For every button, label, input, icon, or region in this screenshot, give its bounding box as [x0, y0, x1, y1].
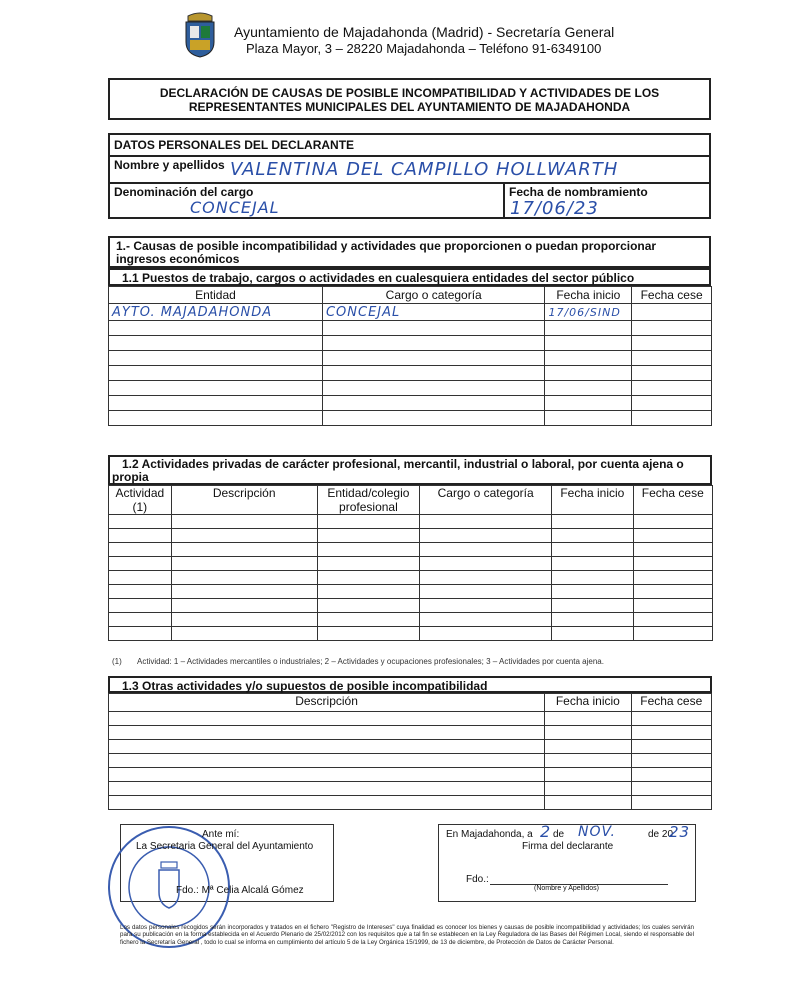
secretaria-label: La Secretaria General del Ayuntamiento: [136, 841, 314, 852]
table-1-2: [108, 485, 713, 641]
position-label: Denominación del cargo: [114, 185, 254, 199]
header-descripcion-3: Descripción: [109, 694, 545, 712]
sub12-note-number: (1): [112, 657, 122, 666]
sub13-title-box: [108, 676, 712, 693]
header-entidad: Entidad: [109, 287, 323, 304]
personal-data-box: [108, 133, 711, 219]
fdo-label: Fdo.:: [466, 874, 489, 885]
ante-mi: Ante mí:: [202, 829, 240, 840]
header-fecha-inicio: Fecha inicio: [545, 287, 632, 304]
header-fecha-cese: Fecha cese: [632, 287, 712, 304]
appointment-label: Fecha de nombramiento: [509, 185, 648, 199]
fdo-secretaria: Fdo.: Mª Celia Alcalá Gómez: [176, 885, 304, 896]
row1-entidad: AYTO. MAJADAHONDA: [109, 304, 323, 321]
header-cargo-categoria: Cargo o categoría: [420, 486, 552, 515]
header-fecha-inicio-2: Fecha inicio: [552, 486, 633, 515]
header-descripcion: Descripción: [171, 486, 317, 515]
position-value: CONCEJAL: [190, 198, 280, 217]
de-label-1: de: [553, 829, 565, 840]
header-entidad-colegio: Entidad/colegio profesional: [317, 486, 419, 515]
header-fecha-cese-2: Fecha cese: [633, 486, 712, 515]
row1-cargo: CONCEJAL: [322, 304, 545, 321]
sub11-title: 1.1 Puestos de trabajo, cargos o actividades en cualesquiera entidades del sector público: [122, 271, 635, 285]
header-line-2: Plaza Mayor, 3 – 28220 Majadahonda – Teléfono 91-6349100: [246, 41, 602, 56]
table-1-1: [108, 286, 712, 426]
header-fecha-cese-3: Fecha cese: [631, 694, 711, 712]
appointment-value: 17/06/23: [510, 198, 599, 219]
firma-label: Firma del declarante: [522, 841, 614, 852]
title-box: [108, 78, 711, 120]
sub13-title: 1.3 Otras actividades y/o supuestos de posible incompatibilidad: [122, 679, 488, 693]
de-label-2: de 20: [648, 829, 674, 840]
place-prefix: En Majadahonda, a: [446, 829, 533, 840]
day-value: 2: [540, 822, 552, 841]
name-value: VALENTINA DEL CAMPILLO HOLLWARTH: [230, 159, 619, 180]
header-line-1: Ayuntamiento de Majadahonda (Madrid) - Secretaría General: [234, 24, 615, 40]
header-actividad: Actividad (1): [109, 486, 172, 515]
sub12-title: 1.2 Actividades privadas de carácter profesional, mercantil, industrial o laboral, por cuenta ajena o propia: [112, 457, 684, 484]
section1-title-box: [108, 236, 711, 268]
title-line-1: DECLARACIÓN DE CAUSAS DE POSIBLE INCOMPATIBILIDAD Y ACTIVIDADES DE LOS: [159, 86, 660, 100]
nombre-apellidos-label: (Nombre y Apellidos): [534, 885, 599, 892]
coat-of-arms-icon: [182, 12, 218, 58]
section1-title: 1.- Causas de posible incompatibilidad y actividades que proporcionen o puedan proporcionar ingresos económicos: [116, 239, 657, 266]
year-value: 23: [669, 823, 691, 841]
month-value: NOV.: [578, 824, 616, 840]
name-label: Nombre y apellidos: [114, 158, 225, 172]
sub12-title-box: [108, 455, 712, 485]
title-line-2: REPRESENTANTES MUNICIPALES DEL AYUNTAMIENTO DE MAJADAHONDA: [188, 100, 631, 114]
legal-text: Los datos personales recogidos serán incorporados y tratados en el fichero "Registro de Intereses" cuya finalidad es conocer los bienes y causas de posible incompatibilidad y actividades; los cuales servirán para su publicación en la forma establecida en el Acuerdo Plenario de 25/02/2012 con los requisitos que a tal fin se establecen en la Ley Reguladora de las Bases del Régimen Local, siendo el responsable del fichero la Secretaría General , todo lo cual se informa en cumplimiento del artículo 5 de la Ley Orgánica 15/1999, de 13 de diciembre, de Protección de Datos de Carácter Personal.: [120, 924, 694, 946]
personal-section-label: DATOS PERSONALES DEL DECLARANTE: [114, 138, 355, 152]
header-fecha-inicio-3: Fecha inicio: [545, 694, 631, 712]
sub11-title-box: [108, 268, 711, 286]
sub12-note: Actividad: 1 – Actividades mercantiles o industriales; 2 – Actividades y ocupaciones profesionales; 3 – Actividades por cuenta ajena.: [137, 657, 604, 666]
table-1-3: [108, 693, 712, 810]
header-cargo: Cargo o categoría: [322, 287, 545, 304]
row1-fecha-inicio: 17/06/SIND: [545, 304, 632, 321]
row1-fecha-cese: [632, 304, 712, 321]
